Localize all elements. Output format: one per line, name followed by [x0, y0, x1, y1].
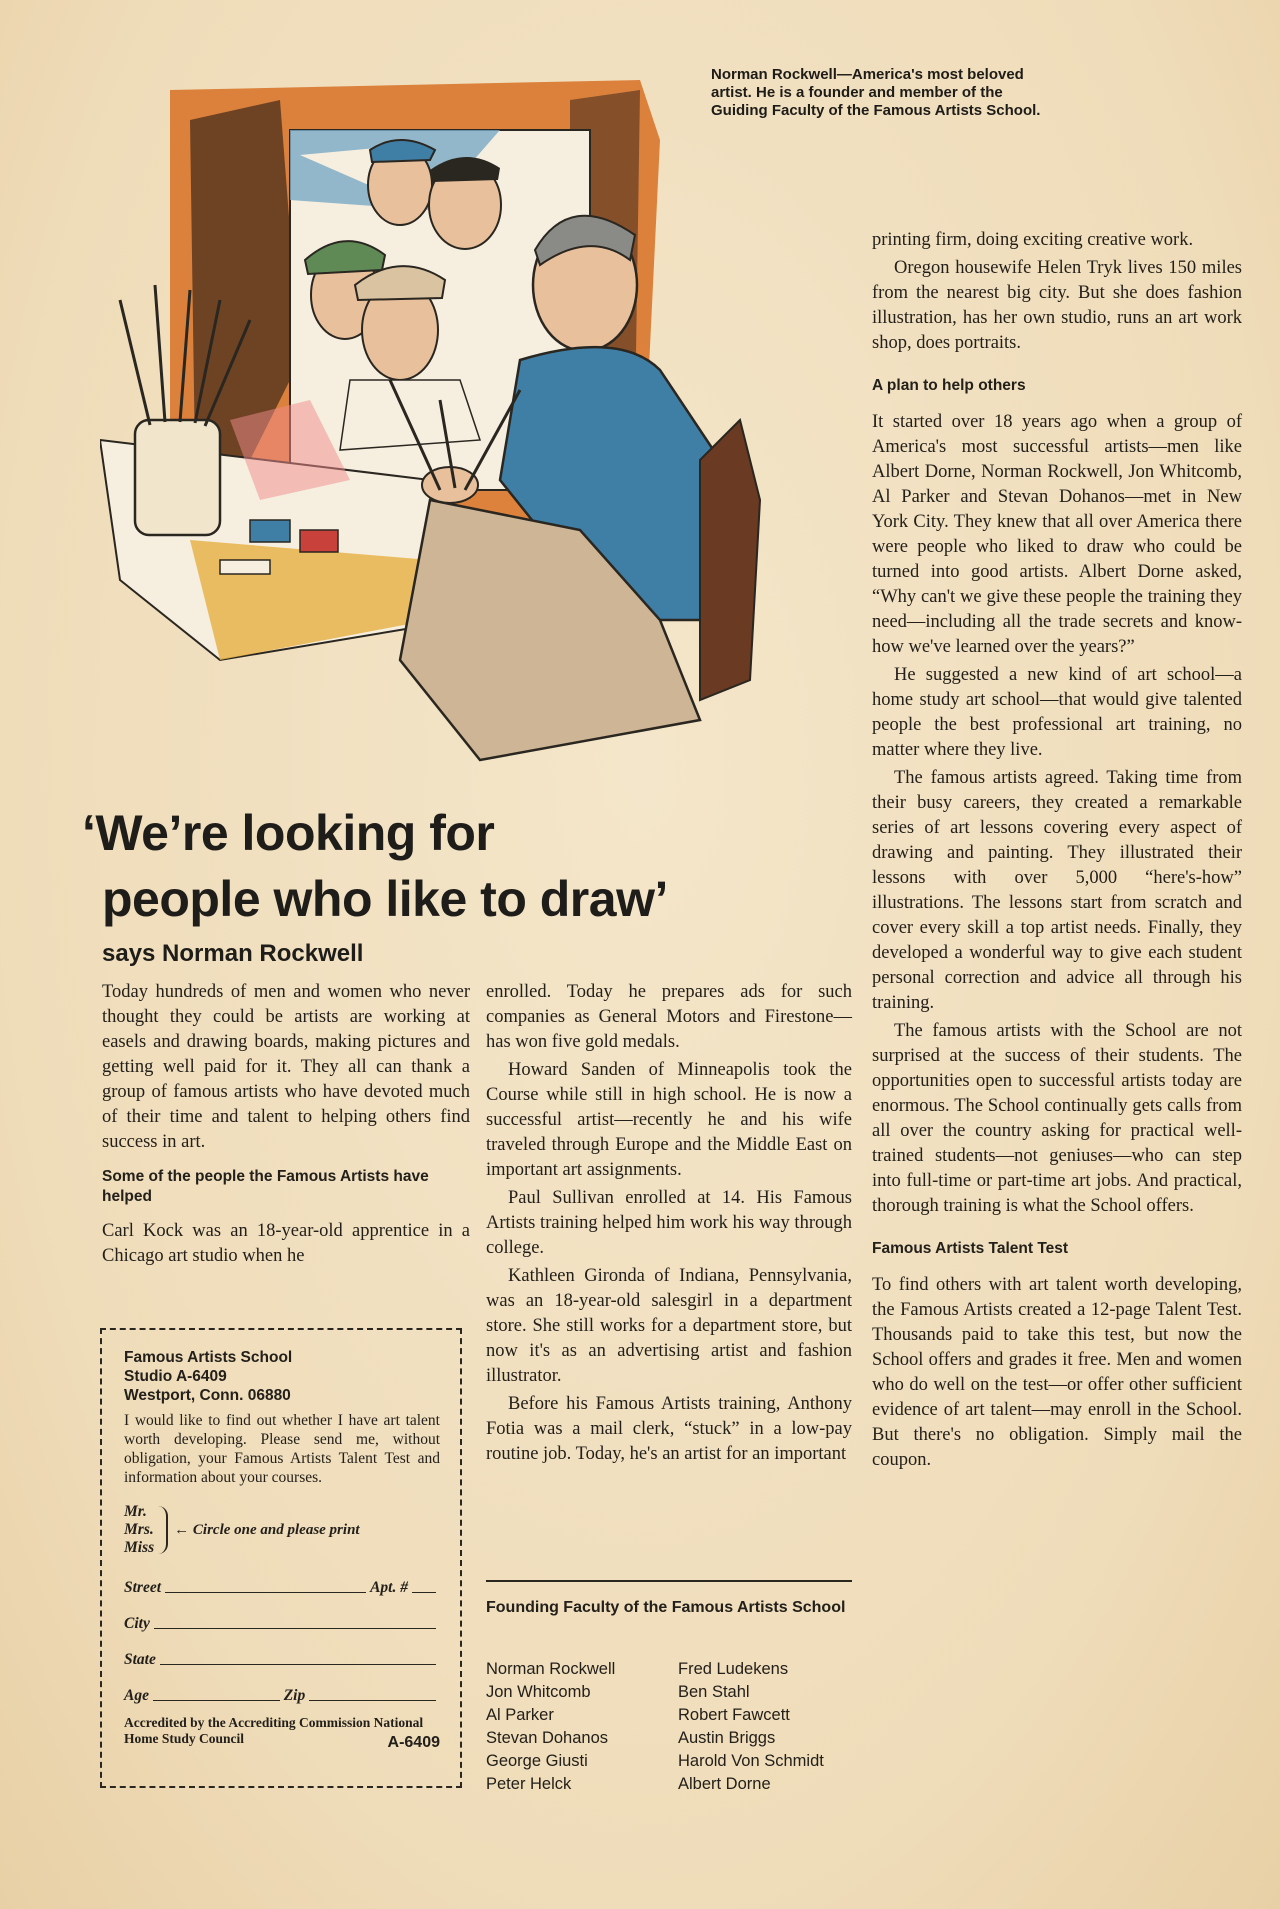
faculty-member: Stevan Dohanos — [486, 1729, 609, 1747]
zip-label: Zip — [283, 1687, 306, 1704]
faculty-list-right — [678, 1658, 824, 1796]
mail-coupon[interactable] — [100, 1328, 462, 1788]
age-field[interactable] — [153, 1700, 280, 1701]
col2-paragraph-4: Kathleen Gironda of Indiana, Pennsylvania, was an 18-year-old salesgirl in a department store. She still works for a department store, but now it's as an advertising artist and fashion illustrator. — [486, 1266, 852, 1386]
faculty-member: Jon Whitcomb — [486, 1683, 591, 1701]
city-field[interactable] — [154, 1628, 436, 1629]
street-label: Street — [124, 1579, 162, 1596]
apt-field[interactable] — [412, 1592, 436, 1593]
title-options — [124, 1503, 154, 1557]
faculty-member: Robert Fawcett — [678, 1706, 790, 1724]
column-3 — [872, 228, 1242, 1476]
section-head-talent-test: Famous Artists Talent Test — [872, 1240, 1069, 1257]
faculty-divider — [486, 1580, 852, 1582]
col3-paragraph-3: It started over 18 years ago when a group of America's most successful artists—men like Albert Dorne, Norman Rockwell, Jon Whitcomb, Al Parker and Stevan Dohanos—met in New York City. They knew that all over America there were people who liked to draw who could be turned into good artists. Albert Dorne asked, “Why can't we give these people the training they need—including all the trade secrets and know-how we've learned over the years?” — [872, 412, 1242, 657]
faculty-list-left — [486, 1658, 615, 1796]
title-miss[interactable]: Miss — [124, 1539, 155, 1556]
col2-paragraph-2: Howard Sanden of Minneapolis took the Course while still in high school. He is now a successful artist—recently he and his wife traveled through Europe and the Middle East on important art assignments. — [486, 1060, 852, 1180]
col3-paragraph-6: The famous artists with the School are not surprised at the success of their students. The opportunities open to successful artists today are enormous. The School continually gets calls from all over the country asking for practical well-trained students—not geniuses—who can step into full-time or part-time art jobs. And practical, thorough training is what the School offers. — [872, 1021, 1242, 1216]
coupon-code: A-6409 — [387, 1734, 440, 1751]
faculty-member: Al Parker — [486, 1706, 554, 1724]
city-label: City — [124, 1615, 150, 1632]
state-label: State — [124, 1651, 156, 1668]
faculty-heading: Founding Faculty of the Famous Artists School — [486, 1599, 846, 1616]
column-2 — [486, 980, 852, 1470]
carl-kock-paragraph: Carl Kock was an 18-year-old apprentice in a Chicago art studio when he — [102, 1221, 470, 1266]
caption-text: —America's most beloved artist. He is a founder and member of the Guiding Faculty of the Famous Artists School. — [711, 66, 1041, 119]
state-row — [124, 1633, 440, 1669]
caption-name: Norman Rockwell — [711, 66, 837, 83]
faculty-member: Albert Dorne — [678, 1775, 771, 1793]
title-hint: ← Circle one and please print — [174, 1522, 360, 1538]
title-mrs[interactable]: Mrs. — [124, 1521, 154, 1538]
age-zip-row — [124, 1669, 440, 1705]
zip-field[interactable] — [309, 1700, 436, 1701]
col2-paragraph-5: Before his Famous Artists training, Anthony Fotia was a mail clerk, “stuck” in a low-pay routine job. Today, he's an artist for an important — [486, 1394, 852, 1464]
brace-icon — [158, 1506, 168, 1554]
rockwell-illustration — [100, 60, 840, 780]
coupon-address-line-3: Westport, Conn. 06880 — [124, 1387, 291, 1404]
coupon-message: I would like to find out whether I have art talent worth developing. Please send me, without obligation, your Famous Artists Talent Test and information about your courses. — [124, 1412, 440, 1486]
col2-paragraph-1: enrolled. Today he prepares ads for such companies as General Motors and Firestone—has won five gold medals. — [486, 982, 852, 1052]
title-mr[interactable]: Mr. — [124, 1503, 147, 1520]
col3-paragraph-7: To find others with art talent worth developing, the Famous Artists created a 12-page Talent Test. Thousands paid to take this test, but now the School offers and grades it free. Men and women who do well on the test—or offer other sufficient evidence of art talent—may enroll in the School. But there's no obligation. Simply mail the coupon. — [872, 1275, 1242, 1470]
section-head-people-helped: Some of the people the Famous Artists have helped — [102, 1168, 429, 1205]
coupon-address-line-2: Studio A-6409 — [124, 1368, 227, 1385]
faculty-member: Austin Briggs — [678, 1729, 776, 1747]
street-row — [124, 1561, 440, 1597]
faculty-member: Harold Von Schmidt — [678, 1752, 824, 1770]
accreditation-text: Accredited by the Accrediting Commission National Home Study Council — [124, 1715, 424, 1746]
headline-line-2: people who like to draw’ — [102, 871, 668, 927]
coupon-form — [124, 1499, 440, 1705]
faculty-member: Peter Helck — [486, 1775, 572, 1793]
street-field[interactable] — [165, 1592, 366, 1593]
faculty-member: Fred Ludekens — [678, 1660, 789, 1678]
col2-paragraph-3: Paul Sullivan enrolled at 14. His Famous Artists training helped him work his way through college. — [486, 1188, 852, 1258]
faculty-member: George Giusti — [486, 1752, 588, 1770]
col3-paragraph-2: Oregon housewife Helen Tryk lives 150 miles from the nearest big city. But she does fashion illustration, has her own studio, runs an art work shop, does portraits. — [872, 258, 1242, 353]
accreditation — [124, 1715, 440, 1751]
coupon-address — [124, 1348, 440, 1405]
apt-label: Apt. # — [370, 1579, 408, 1596]
coupon-address-line-1: Famous Artists School — [124, 1349, 293, 1366]
col3-paragraph-1: printing firm, doing exciting creative work. — [872, 230, 1194, 250]
section-head-plan: A plan to help others — [872, 377, 1026, 394]
col3-paragraph-5: The famous artists agreed. Taking time from their busy careers, they created a remarkable series of art lessons covering every aspect of drawing and painting. They illustrated their lessons with over 5,000 “here's-how” illustrations. The lessons start from scratch and cover every skill a top artist needs. Finally, they developed a wonderful way to give each student personal correction and advice all through his training. — [872, 768, 1242, 1013]
state-field[interactable] — [160, 1664, 436, 1665]
city-row — [124, 1597, 440, 1633]
subhead: says Norman Rockwell — [102, 940, 364, 967]
intro-paragraph: Today hundreds of men and women who never thought they could be artists are working at easels and drawing boards, making pictures and getting well paid for it. They all can thank a group of famous artists who have devoted much of their time and talent to helping others find success in art. — [102, 982, 470, 1152]
illustration-caption — [711, 66, 1041, 120]
faculty-member: Ben Stahl — [678, 1683, 750, 1701]
title-selector[interactable] — [124, 1499, 440, 1561]
headline-line-1: ‘We’re looking for — [82, 805, 495, 861]
headline — [82, 800, 842, 932]
faculty-member: Norman Rockwell — [486, 1660, 616, 1678]
age-label: Age — [124, 1687, 149, 1704]
column-1 — [102, 980, 470, 1272]
col3-paragraph-4: He suggested a new kind of art school—a home study art school—that would give talented people the best professional art training, no matter where they live. — [872, 665, 1242, 760]
